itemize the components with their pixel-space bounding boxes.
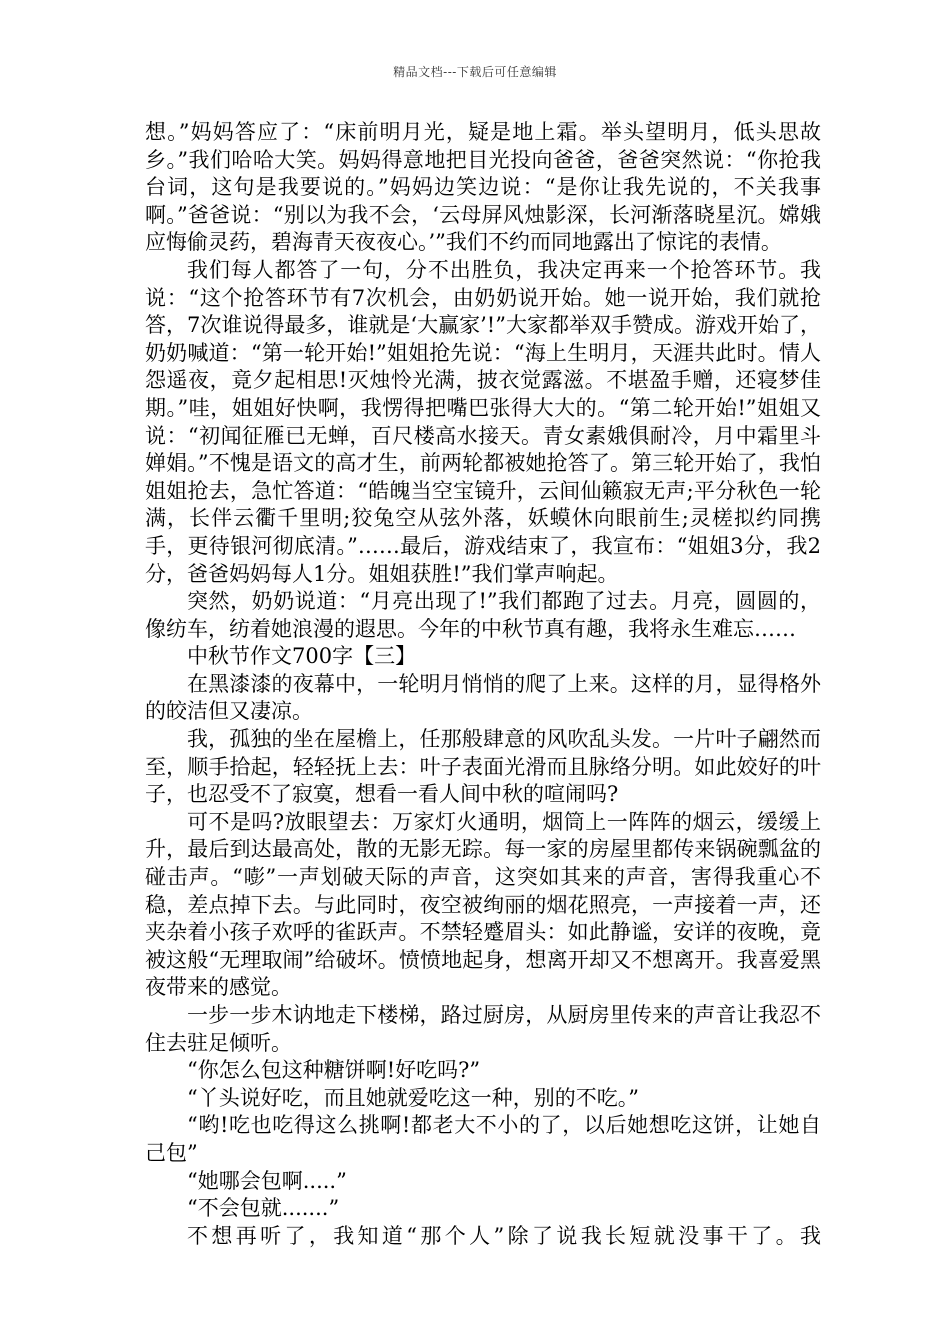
paragraph: 我们每人都答了一句，分不出胜负，我决定再来一个抢答环节。我说：“这个抢答环节有7次机会，由奶奶说开始。她一说开始，我们就抢答，7次谁说得最多，谁就是‘大赢家’!”大家都举双手赞成。游戏开始了，奶奶喊道：“第一轮开始!”姐姐抢先说：“海上生明月，天涯共此时。情人怨遥夜，竟夕起相思!灭烛怜光满，披衣觉露滋。不堪盈手赠，还寝梦佳期。”哇，姐姐好快啊，我愣得把嘴巴张得大大的。“第二轮开始!”姐姐又说：“初闻征雁已无蝉，百尺楼高水接天。青女素娥俱耐冷，月中霜里斗婵娟。”不愧是语文的高才生，前两轮都被她抢答了。第三轮开始了，我怕姐姐抢去，急忙答道：“皓魄当空宝镜升，云间仙籁寂无声;平分秋色一轮满，长伴云衢千里明;狡兔空从弦外落，妖蟆休向眼前生;灵槎拟约同携手，更待银河彻底清。”……最后，游戏结束了，我宣布：“姐姐3分，我2分，爸爸妈妈每人1分。姐姐获胜!”我们掌声响起。 bbox=[145, 257, 821, 586]
document-body bbox=[145, 119, 821, 1250]
section-heading: 中秋节作文700字【三】 bbox=[187, 644, 417, 669]
dialogue-line: “她哪会包啊.....” bbox=[187, 1168, 347, 1193]
dialogue-line: “不会包就.......” bbox=[187, 1196, 340, 1221]
paragraph: 一步一步木讷地走下楼梯，路过厨房，从厨房里传来的声音让我忍不住去驻足倾听。 bbox=[145, 1003, 821, 1055]
paragraph: 想。”妈妈答应了：“床前明月光，疑是地上霜。举头望明月，低头思故乡。”我们哈哈大笑。妈妈得意地把目光投向爸爸，爸爸突然说：“你抢我台词，这句是我要说的。”妈妈边笑边说：“是你让我先说的，不关我事啊。”爸爸说：“别以为我不会，‘云母屏风烛影深，长河渐落晓星沉。嫦娥应悔偷灵药，碧海青天夜夜心。’”我们不约而同地露出了惊诧的表情。 bbox=[145, 120, 821, 255]
paragraph: 突然，奶奶说道：“月亮出现了!”我们都跑了过去。月亮，圆圆的，像纺车，纺着她浪漫的遐思。今年的中秋节真有趣，我将永生难忘…… bbox=[145, 589, 821, 641]
dialogue-line: “丫头说好吃，而且她就爱吃这一种，别的不吃。” bbox=[187, 1085, 639, 1110]
paragraph: 不想再听了，我知道“那个人”除了说我长短就没事干了。我 bbox=[187, 1223, 821, 1248]
page-header: 精品文档---下载后可任意编辑 bbox=[393, 65, 557, 79]
paragraph: 可不是吗?放眼望去：万家灯火通明，烟筒上一阵阵的烟云，缓缓上升，最后到达最高处，散的无影无踪。每一家的房屋里都传来锅碗瓢盆的碰击声。“嘭”一声划破天际的声音，这突如其来的声音，害得我重心不稳，差点掉下去。与此同时，夜空被绚丽的烟花照亮，一声接着一声，还夹杂着小孩子欢呼的雀跃声。不禁轻蹙眉头：如此静谧，安详的夜晚，竟被这般“无理取闹”给破坏。愤愤地起身，想离开却又不想离开。我喜爱黑夜带来的感觉。 bbox=[145, 809, 821, 1000]
paragraph: 在黑漆漆的夜幕中，一轮明月悄悄的爬了上来。这样的月，显得格外的皎洁但又凄凉。 bbox=[145, 671, 821, 724]
dialogue-line: “哟!吃也吃得这么挑啊!都老大不小的了，以后她想吃这饼，让她自己包” bbox=[145, 1113, 821, 1165]
paragraph: 我，孤独的坐在屋檐上，任那般肆意的风吹乱头发。一片叶子翩然而至，顺手拾起，轻轻抚上去：叶子表面光滑而且脉络分明。如此姣好的叶子，也忍受不了寂寞，想看一看人间中秋的喧闹吗? bbox=[145, 727, 821, 807]
dialogue-line: “你怎么包这种糖饼啊!好吃吗?” bbox=[187, 1058, 481, 1083]
